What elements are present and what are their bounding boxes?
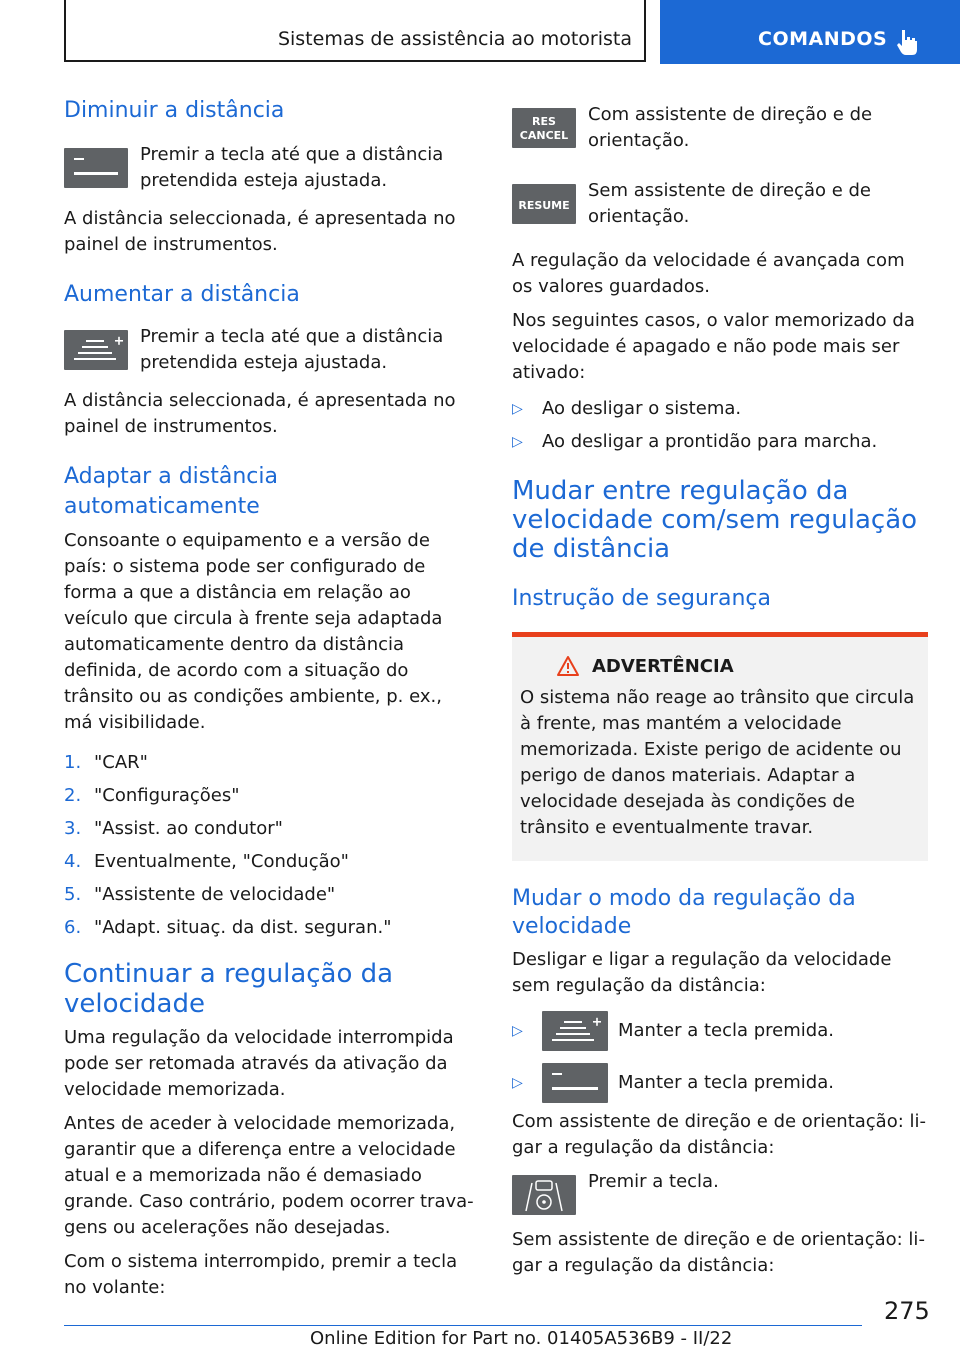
continue-paragraph-3: Com o sistema interrompido, premir a tecla no volante: [64,1251,458,1298]
triangle-bullet-icon: ▷ [512,1023,523,1039]
increase-note: A distância seleccionada, é apresentada no painel de instrumentos. [64,390,456,437]
with-assist-paragraph: Com assistente de direção e de orientação: ligar a regulação da distância: [512,1111,927,1158]
list-item [64,816,476,842]
driving-assistant-key [512,1175,576,1215]
distance-increase-icon [64,330,128,370]
res-cancel-icon [512,108,576,148]
mode-paragraph: Desligar e ligar a regulação da velocidade sem regulação da distância: [512,949,892,996]
svg-text:RES: RES [532,115,556,128]
list-item [64,882,476,908]
step-number: 4. [64,851,82,872]
triangle-bullet-icon: ▷ [512,1075,523,1091]
warning-triangle-icon [556,655,580,677]
step-text: "CAR" [94,752,148,773]
step-number: 5. [64,884,82,905]
edition-footer: Online Edition for Part no. 01405A536B9 - II/22 [310,1328,733,1349]
warning-box [512,632,928,861]
heading-switch-mode: Mudar entre regulação da velocidade com/sem regulação de distância [512,476,918,564]
triangle-bullet-icon: ▷ [512,401,523,417]
heading-change-mode: Mudar o modo da regulação da velocidade [512,886,856,939]
warning-text: O sistema não reage ao trânsito que circula à frente, mas mantém a velocidade memorizada. Existe perigo de acidente ou perigo de danos materiais. Adaptar a velocidade desejada às condições de trânsito e eventualmente travar. [520,687,915,838]
increase-key-row [64,326,476,376]
section-tab [64,0,646,62]
cases-paragraph: Nos seguintes casos, o valor memorizado da velocidade é apagado e não pode mais ser ativado: [512,310,915,383]
mode-item-2 [512,1063,928,1103]
section-title: Sistemas de assistência ao motorista [277,28,632,50]
step-number: 6. [64,917,82,938]
warning-header [556,655,920,677]
mode-item-text: Manter a tecla premida. [618,1072,834,1093]
svg-text:CANCEL: CANCEL [519,129,569,142]
chapter-label: COMANDOS [758,28,888,50]
list-item [64,750,476,776]
res-cancel-key [512,108,576,148]
steering-assist-icon [512,1175,576,1215]
decrease-note: A distância seleccionada, é apresentada no painel de instrumentos. [64,208,456,255]
resume-icon [512,184,576,224]
chapter-tab [660,0,960,64]
increase-distance-key [542,1011,608,1051]
decrease-key-text: Premir a tecla até que a distância pretendida esteja ajustada. [140,144,444,191]
svg-text:RESUME: RESUME [518,199,570,212]
step-text: "Configurações" [94,785,240,806]
heading-auto-distance: Adaptar a distância automaticamente [64,464,278,519]
page-header [0,0,960,66]
bullet-text: Ao desligar a prontidão para marcha. [542,431,878,452]
mode-item-1 [512,1011,928,1051]
step-number: 2. [64,785,82,806]
triangle-bullet-icon: ▷ [512,434,523,450]
step-text: "Assist. ao condutor" [94,818,283,839]
step-number: 1. [64,752,82,773]
settings-steps [64,750,476,941]
decrease-distance-key [542,1063,608,1103]
resume-row [512,180,928,230]
pointing-hand-icon [896,28,920,56]
distance-decrease-icon [64,148,128,188]
list-item [64,849,476,875]
left-column [64,96,476,1301]
list-item [512,396,928,422]
page-number: 275 [884,1297,930,1325]
continue-paragraph-2: Antes de aceder à velocidade memorizada, garantir que a diferença entre a velocidade atual e a memorizada não é demasiado grande. Caso contrário, podem ocorrer travagens ou acelerações não desejadas. [64,1113,474,1238]
without-assist-paragraph: Sem assistente de direção e de orientação: ligar a regulação da distância: [512,1229,925,1276]
continue-paragraph-1: Uma regulação da velocidade interrompida pode ser retomada através da ativação da velocidade memorizada. [64,1027,454,1100]
mode-item-text: Manter a tecla premida. [618,1020,834,1041]
advance-paragraph: A regulação da velocidade é avançada com os valores guardados. [512,250,905,297]
increase-key-text: Premir a tecla até que a distância pretendida esteja ajustada. [140,326,444,373]
lane-assist-row [512,1171,928,1215]
bullet-text: Ao desligar o sistema. [542,398,742,419]
press-key-text: Premir a tecla. [588,1171,719,1192]
heading-decrease-distance: Diminuir a distância [64,98,285,123]
res-cancel-row [512,104,928,154]
step-text: Eventualmente, "Condução" [94,851,349,872]
cases-list [512,396,928,455]
right-column [512,96,928,1279]
res-cancel-text: Com assistente de direção e de orientação. [588,104,873,151]
heading-continue-speed-control: Continuar a regulação da velocidade [64,959,394,1019]
list-item [64,915,476,941]
step-text: "Assistente de velocidade" [94,884,336,905]
decrease-key-row [64,144,476,194]
heading-safety: Instrução de segurança [512,586,771,611]
resume-key [512,184,576,224]
step-text: "Adapt. situaç. da dist. seguran." [94,917,392,938]
list-item [512,429,928,455]
auto-distance-text: Consoante o equipamento e a versão de país: o sistema pode ser configurado de forma a que a distância em relação ao veículo que circula à frente seja adaptada automaticamente dentro da distância definida, de acordo com a situação do trânsito ou as condições ambiente, p. ex., má visibilidade. [64,530,443,733]
warning-title: ADVERTÊNCIA [592,655,734,677]
list-item [64,783,476,809]
distance-decrease-icon [542,1063,608,1103]
increase-distance-key [64,330,128,370]
decrease-distance-key [64,148,128,188]
heading-increase-distance: Aumentar a distância [64,282,300,307]
step-number: 3. [64,818,82,839]
distance-increase-icon [542,1011,608,1051]
footer-divider [64,1325,862,1326]
resume-text: Sem assistente de direção e de orientação. [588,180,871,227]
